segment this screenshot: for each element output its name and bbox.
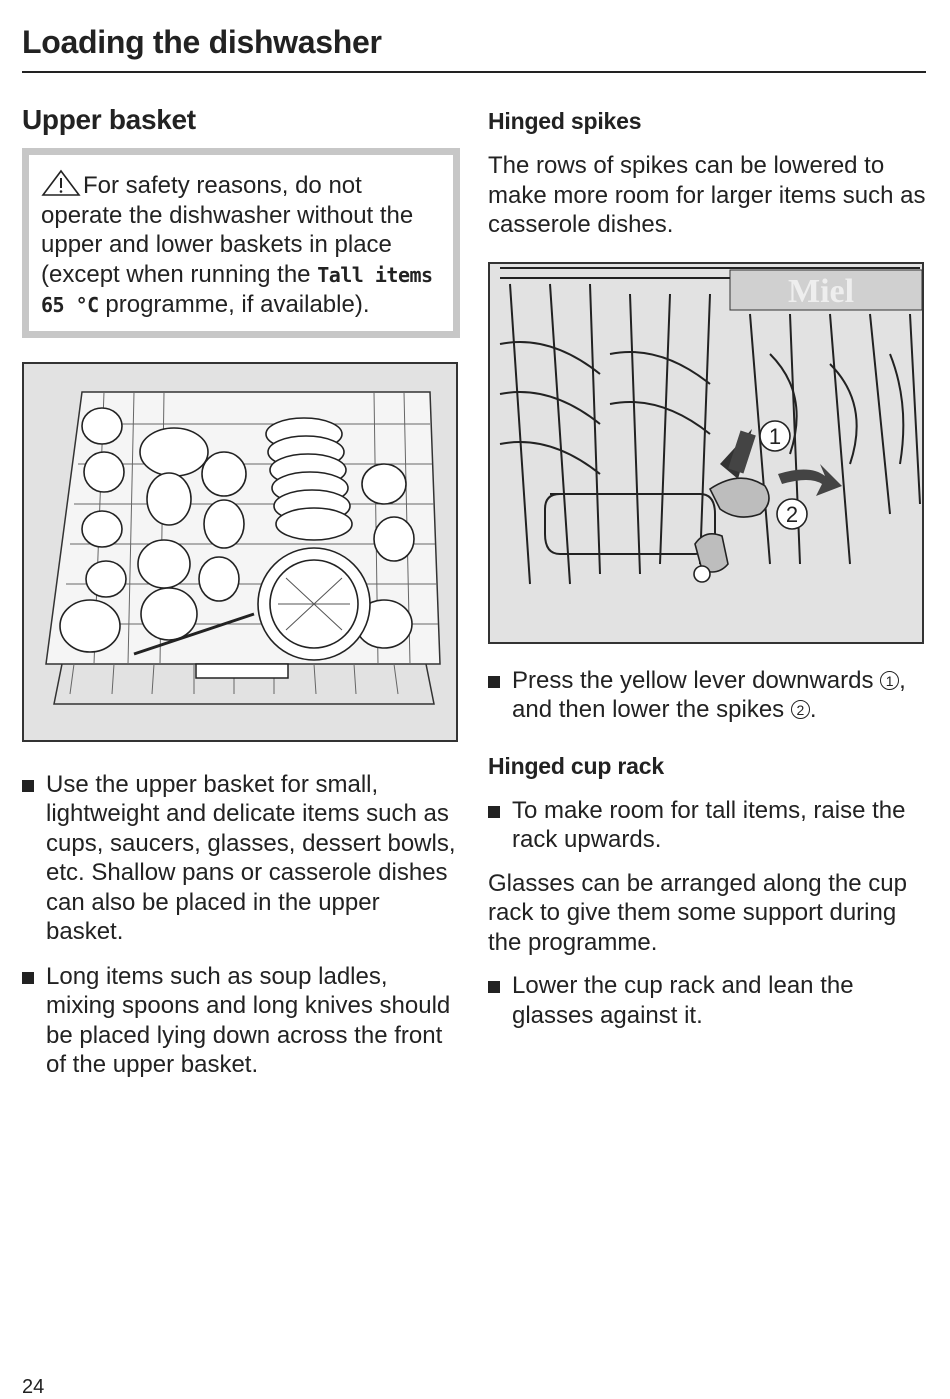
spikes-drawing [490,264,922,642]
warning-text-before: For safety reasons, do not operate the dishwasher without the upper and lower baskets in place (except when running the [41,172,414,288]
hinged-spikes-text: The rows of spikes can be lowered to make more room for larger items such as casserole dishes. [488,152,926,238]
callout-2-label: 2 [785,501,799,527]
programme-name: Tall items 65 °C [41,262,433,317]
warning-text-after: programme, if available). [98,291,370,318]
bullet-text: Long items such as soup ladles, mixing spoons and long knives should be placed lying down across the front of the upper basket. [46,962,451,1078]
basket-drawing [24,364,456,740]
safety-warning-box [22,148,460,338]
bullet-square [22,972,34,984]
cup-rack-text: Glasses can be arranged along the cup rack to give them some support during the programme. [488,869,907,956]
list-item [488,971,928,1030]
list-item [488,666,928,725]
callout-ref-1: 1 [880,671,899,690]
brand-logo-text: Miel [788,272,855,310]
page-number: 24 [22,1376,45,1398]
list-item [22,962,462,1080]
bullet-text-part1: Press the yellow lever downwards [512,666,881,694]
upper-basket-illustration [22,362,458,742]
bullet-square [488,806,500,818]
callout-ref-2: 2 [791,700,810,719]
section-heading-hinged-spikes: Hinged spikes [488,108,642,134]
warning-triangle-icon [41,169,81,197]
left-column [22,100,462,1080]
hinged-spikes-illustration [488,262,924,644]
list-item [488,796,928,855]
bullet-text: To make room for tall items, raise the rack upwards. [512,796,906,853]
bullet-text-part2: , and then lower the spikes [512,666,906,723]
section-heading-hinged-cup-rack: Hinged cup rack [488,752,664,779]
right-column [488,108,928,1030]
section-heading-upper-basket: Upper basket [22,104,196,135]
bullet-square [488,676,500,688]
callout-1-label: 1 [768,423,782,449]
bullet-square [488,981,500,993]
bullet-text-part3: . [809,696,817,723]
bullet-square [22,780,34,792]
bullet-text: Use the upper basket for small, lightweight and delicate items such as cups, saucers, glasses, dessert bowls, etc. Shallow pans or casserole dishes can also be placed in the upper basket. [46,770,456,945]
list-item [22,770,462,947]
bullet-text: Lower the cup rack and lean the glasses against it. [512,972,854,1029]
page-title: Loading the dishwasher [22,24,926,73]
